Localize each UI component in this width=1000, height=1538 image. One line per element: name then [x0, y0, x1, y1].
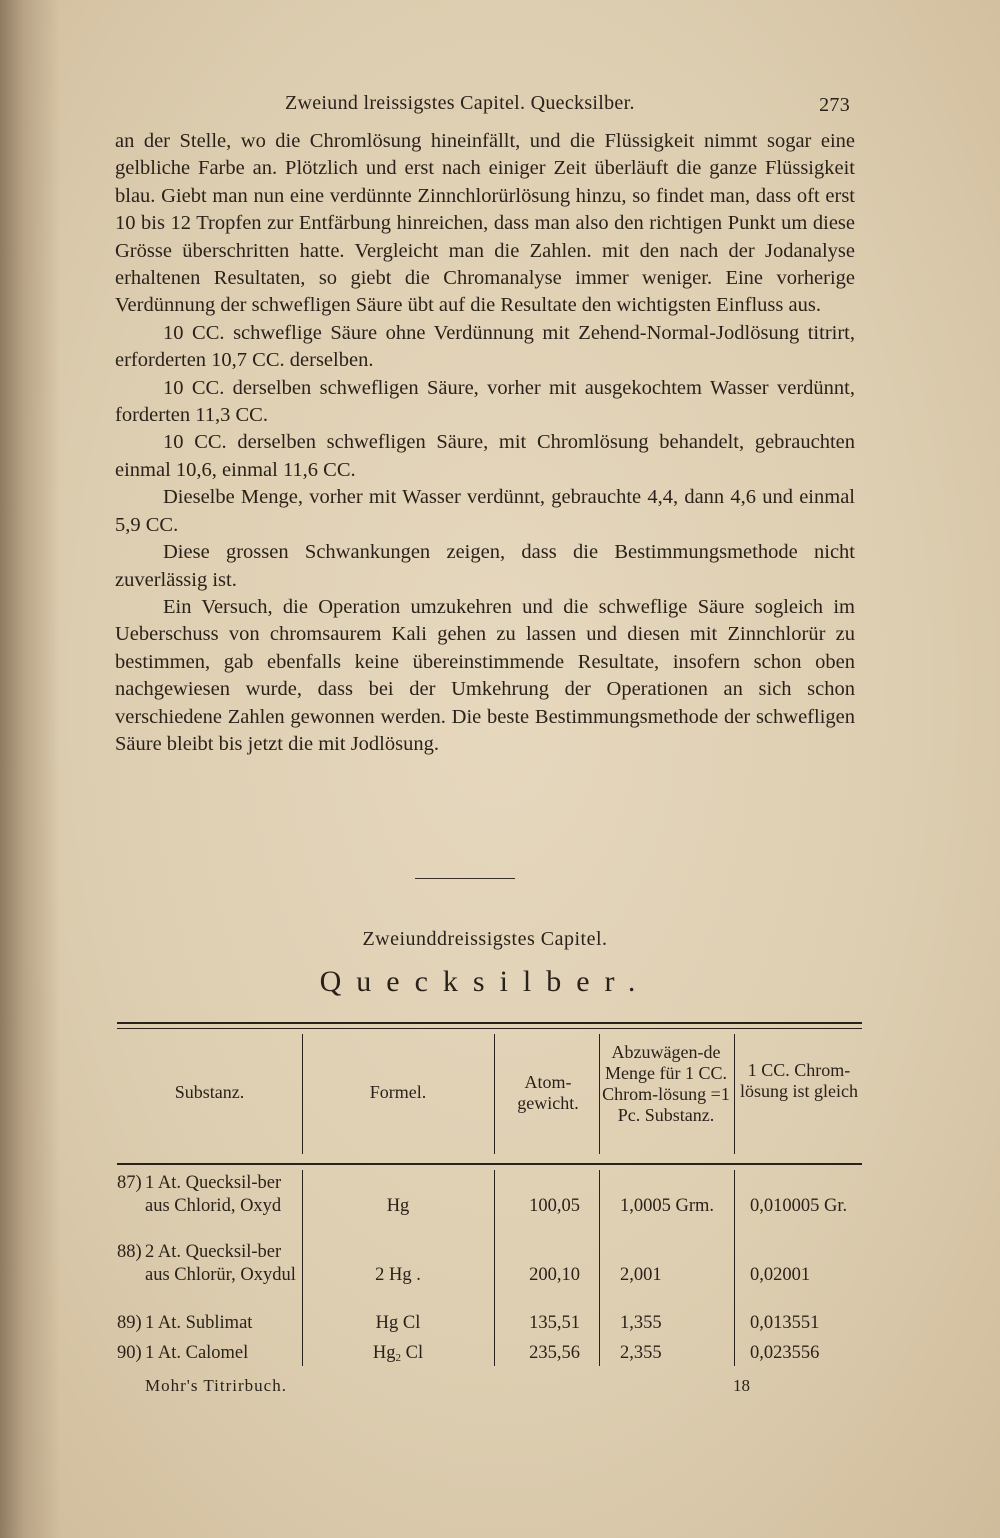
running-title: Zweiund lreissigstes Capitel. Quecksilber. — [285, 92, 635, 114]
formula-text: Hg — [372, 1343, 396, 1363]
body-text — [115, 128, 855, 758]
row-number: 89) — [117, 1313, 142, 1333]
substance-cell: 2 At. Quecksil-ber aus Chlorür, Oxydul — [145, 1242, 296, 1285]
equivalent-cell: 0,013551 — [750, 1313, 820, 1333]
amount-cell: 1,355 — [620, 1313, 662, 1333]
section-divider — [415, 878, 515, 879]
row-number: 90) — [117, 1343, 142, 1363]
page-footer — [145, 1376, 765, 1406]
row-number: 87) — [117, 1173, 142, 1193]
paragraph: Ein Versuch, die Operation umzukehren und die schweflige Säure sogleich im Ueberschuss von chromsaurem Kali gehen zu lassen und diesen mit Zinnchlorür zu bestimmen, gab ebenfalls keine übereinstimmende Resultate, insofern schon oben nachgewiesen wurde, dass bei der Umkehrung der Operationen an sich schon verschiedene Zahlen gewonnen werden. Die beste Bestimmungsmethode der schwefligen Säure bleibt bis jetzt die mit Jodlösung. — [115, 595, 855, 755]
table-top-rule-inner — [117, 1028, 862, 1029]
table-header-rule — [117, 1163, 862, 1165]
paragraph: an der Stelle, wo die Chromlösung hineinfällt, und die Flüssigkeit nimmt sogar eine gelbliche Farbe an. Plötzlich und erst nach einiger Zeit überläuft die ganze Flüssigkeit blau. Giebt man nun eine verdünnte Zinnchlorürlösung hinzu, so findet man, dass oft erst 10 bis 12 Tropfen zur Entfärbung hinreichen, dass man also den richtigen Punkt um diese Grösse überschritten hatte. Vergleicht man die Zahlen. mit den nach der Jodanalyse erhaltenen Resultaten, so giebt die Chromanalyse immer weniger. Eine vorherige Verdünnung der schwefligen Säure übt auf die Resultate den wichtigsten Einfluss aus. — [115, 130, 855, 317]
paragraph: 10 CC. schweflige Säure ohne Verdünnung mit Zehend-Normal-Jodlösung titrirt, erforderten 10,7 CC. derselben. — [115, 321, 855, 372]
chapter-title: Quecksilber. — [319, 965, 651, 998]
data-table — [117, 1022, 862, 1372]
formula-cell — [302, 1195, 494, 1223]
formula-tail: Cl — [401, 1343, 424, 1363]
amount-cell: 1,0005 Grm. — [620, 1196, 715, 1216]
paragraph: Diese grossen Schwankungen zeigen, dass die Bestimmungsmethode nicht zuverlässig ist. — [115, 541, 855, 591]
formula-text: 2 Hg . — [375, 1265, 421, 1285]
signature-mark: 18 — [733, 1376, 750, 1395]
amount-cell: 2,001 — [620, 1265, 662, 1285]
atomic-weight-cell: 135,51 — [529, 1313, 580, 1333]
paragraph: Dieselbe Menge, vorher mit Wasser verdünnt, gebrauchte 4,4, dann 4,6 und einmal 5,9 CC. — [115, 486, 855, 536]
header-abzuwaegende-menge: Abzuwägen-de Menge für 1 CC. Chrom-lösung =1 Pc. Substanz. — [602, 1042, 730, 1125]
column-divider — [494, 1034, 495, 1154]
equivalent-cell: 0,023556 — [750, 1343, 820, 1363]
book-title: Mohr's Titrirbuch. — [145, 1376, 287, 1395]
formula-cell — [302, 1264, 494, 1292]
table-top-rule — [117, 1022, 862, 1024]
paragraph: 10 CC. derselben schwefligen Säure, mit Chromlösung behandelt, gebrauchten einmal 10,6, einmal 11,6 CC. — [115, 431, 855, 481]
substance-cell: 1 At. Calomel — [145, 1343, 249, 1363]
atomic-weight-cell: 235,56 — [529, 1343, 580, 1363]
amount-cell: 2,355 — [620, 1343, 662, 1363]
column-divider — [494, 1170, 495, 1366]
header-substanz: Substanz. — [174, 1082, 245, 1102]
header-formel: Formel. — [369, 1082, 427, 1102]
column-divider — [599, 1170, 600, 1366]
running-header — [115, 92, 855, 122]
header-chromloesung: 1 CC. Chrom-lösung ist gleich — [740, 1060, 858, 1101]
paragraph: 10 CC. derselben schwefligen Säure, vorher mit ausgekochtem Wasser verdünnt, forderten 11,3 CC. — [115, 376, 855, 427]
formula-text: Hg — [386, 1196, 410, 1216]
column-divider — [734, 1034, 735, 1154]
header-atomgewicht: Atom-gewicht. — [517, 1072, 579, 1113]
equivalent-cell: 0,02001 — [750, 1265, 811, 1285]
formula-subscript: 2 — [395, 1352, 401, 1364]
substance-cell: 1 At. Sublimat — [145, 1313, 253, 1333]
formula-cell — [302, 1312, 494, 1340]
chapter-subtitle: Zweiunddreissigstes Capitel. — [362, 928, 608, 950]
column-divider — [599, 1034, 600, 1154]
substance-cell: 1 At. Quecksil-ber aus Chlorid, Oxyd — [145, 1173, 282, 1216]
page-number: 273 — [819, 94, 850, 116]
row-number: 88) — [117, 1242, 142, 1262]
book-spine-shadow — [0, 0, 60, 1538]
atomic-weight-cell: 100,05 — [529, 1196, 580, 1216]
formula-cell — [302, 1342, 494, 1370]
formula-text: Hg Cl — [375, 1313, 421, 1333]
equivalent-cell: 0,010005 Gr. — [750, 1196, 848, 1216]
atomic-weight-cell: 200,10 — [529, 1265, 580, 1285]
